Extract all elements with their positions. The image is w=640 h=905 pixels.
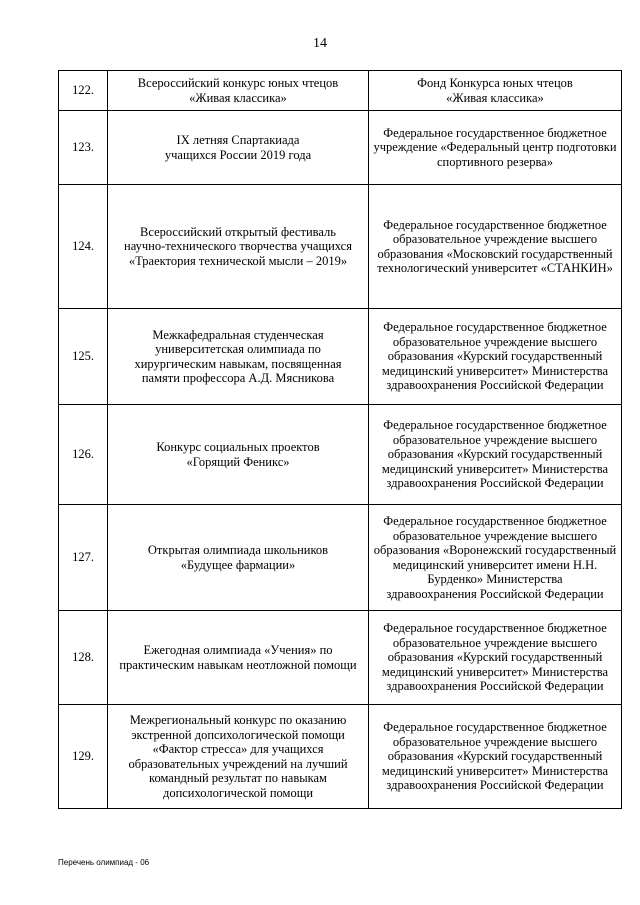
organizer-line: медицинский университет» Министерства	[381, 763, 609, 778]
olympiad-name-line: хирургическим навыкам, посвященная	[134, 356, 342, 371]
table-row	[59, 505, 622, 611]
olympiad-name-line: Ежегодная олимпиада «Учения» по	[143, 643, 333, 657]
olympiad-name-line: университетская олимпиада по	[155, 342, 321, 356]
organizer-line: образования «Воронежский государственный	[373, 543, 617, 557]
organizer-line: Фонд Конкурса юных чтецов	[417, 76, 573, 90]
organizer-line: Федеральное государственное бюджетное	[383, 720, 607, 735]
row-number: 127.	[59, 505, 108, 611]
table-row	[59, 185, 622, 309]
olympiad-name-line: научно-технического творчества учащихся	[124, 239, 352, 254]
organizer-line: образовательное учреждение высшего	[392, 432, 598, 447]
row-number: 125.	[59, 309, 108, 405]
organizer-cell	[369, 505, 622, 611]
organizer-line: здравоохранения Российской Федерации	[386, 778, 604, 793]
olympiad-name-line: допсихологической помощи	[162, 785, 314, 800]
table-body	[59, 71, 622, 809]
organizer-line: учреждение «Федеральный центр подготовки	[373, 140, 617, 155]
organizer-cell	[369, 309, 622, 405]
row-number: 128.	[59, 611, 108, 705]
organizer-line: медицинский университет» Министерства	[381, 363, 609, 378]
organizer-line: Бурденко» Министерства	[427, 572, 563, 586]
olympiad-table	[58, 70, 622, 809]
olympiad-name-line: образовательных учреждений на лучший	[128, 756, 348, 771]
organizer-line: образования «Курский государственный	[387, 749, 603, 764]
organizer-line: медицинский университет имени Н.Н.	[392, 557, 598, 572]
organizer-line: образовательное учреждение высшего	[392, 528, 598, 543]
olympiad-name-line: командный результат по навыкам	[149, 771, 327, 785]
row-number: 126.	[59, 405, 108, 505]
organizer-line: спортивного резерва»	[437, 154, 553, 169]
organizer-cell	[369, 405, 622, 505]
organizer-line: здравоохранения Российской Федерации	[386, 378, 604, 393]
olympiad-name-line: Конкурс социальных проектов	[156, 440, 320, 454]
organizer-line: Федеральное государственное бюджетное	[383, 418, 607, 433]
organizer-line: здравоохранения Российской Федерации	[386, 476, 604, 491]
table-row	[59, 71, 622, 111]
organizer-line: образовательное учреждение высшего	[392, 635, 598, 650]
olympiad-name-line: Межрегиональный конкурс по оказанию	[129, 713, 347, 727]
olympiad-name-line: Межкафедральная студенческая	[152, 327, 324, 342]
organizer-line: здравоохранения Российской Федерации	[386, 679, 604, 694]
olympiad-name-line: учащихся России 2019 года	[164, 147, 312, 162]
organizer-line: Федеральное государственное бюджетное	[383, 621, 607, 636]
olympiad-name-line: Открытая олимпиада школьников	[147, 543, 329, 557]
row-number: 122.	[59, 71, 108, 111]
organizer-line: образования «Курский государственный	[387, 447, 603, 462]
table-row	[59, 309, 622, 405]
organizer-line: Федеральное государственное бюджетное	[383, 514, 607, 528]
organizer-line: образовательное учреждение высшего	[392, 734, 598, 749]
table-row	[59, 611, 622, 705]
organizer-line: образования «Курский государственный	[387, 349, 603, 364]
row-number: 123.	[59, 111, 108, 185]
organizer-line: Федеральное государственное бюджетное	[383, 217, 607, 232]
table-row	[59, 111, 622, 185]
organizer-line: здравоохранения Российской Федерации	[386, 586, 604, 601]
organizer-cell	[369, 71, 622, 111]
organizer-line: образовательное учреждение высшего	[392, 334, 598, 349]
organizer-cell	[369, 111, 622, 185]
olympiad-name-line: практическим навыкам неотложной помощи	[119, 657, 357, 672]
organizer-line: Федеральное государственное бюджетное	[383, 125, 607, 140]
olympiad-name-line: памяти профессора А.Д. Мясникова	[141, 371, 335, 385]
organizer-cell	[369, 611, 622, 705]
olympiad-name-line: IX летняя Спартакиада	[176, 133, 300, 147]
organizer-line: Федеральное государственное бюджетное	[383, 320, 607, 335]
organizer-cell	[369, 705, 622, 809]
olympiad-name-line: «Будущее фармации»	[180, 557, 296, 572]
olympiad-name-cell	[108, 611, 369, 705]
olympiad-name-cell	[108, 405, 369, 505]
organizer-line: образования «Курский государственный	[387, 650, 603, 665]
olympiad-name-cell	[108, 71, 369, 111]
organizer-line: образовательное учреждение высшего	[392, 232, 598, 246]
olympiad-name-line: Всероссийский открытый фестиваль	[140, 224, 336, 239]
olympiad-name-cell	[108, 111, 369, 185]
olympiad-name-line: «Траектория технической мысли – 2019»	[128, 253, 348, 268]
table-row	[59, 705, 622, 809]
row-number: 129.	[59, 705, 108, 809]
olympiad-name-cell	[108, 185, 369, 309]
olympiad-name-cell	[108, 505, 369, 611]
footer-text: Перечень олимпиад - 06	[58, 858, 150, 867]
organizer-line: «Живая классика»	[446, 90, 544, 105]
organizer-line: медицинский университет» Министерства	[381, 664, 609, 679]
table-row	[59, 405, 622, 505]
organizer-line: образования «Московский государственный	[377, 246, 613, 261]
olympiad-name-line: «Горящий Феникс»	[186, 454, 290, 469]
olympiad-name-line: Всероссийский конкурс юных чтецов	[137, 76, 339, 90]
olympiad-name-line: экстренной допсихологической помощи	[131, 727, 345, 742]
organizer-cell	[369, 185, 622, 309]
page-number: 14	[313, 36, 327, 51]
olympiad-name-line: «Фактор стресса» для учащихся	[152, 742, 324, 756]
olympiad-name-cell	[108, 309, 369, 405]
organizer-line: технологический университет «СТАНКИН»	[377, 261, 613, 275]
row-number: 124.	[59, 185, 108, 309]
organizer-line: медицинский университет» Министерства	[381, 461, 609, 476]
olympiad-name-cell	[108, 705, 369, 809]
olympiad-name-line: «Живая классика»	[189, 90, 287, 105]
